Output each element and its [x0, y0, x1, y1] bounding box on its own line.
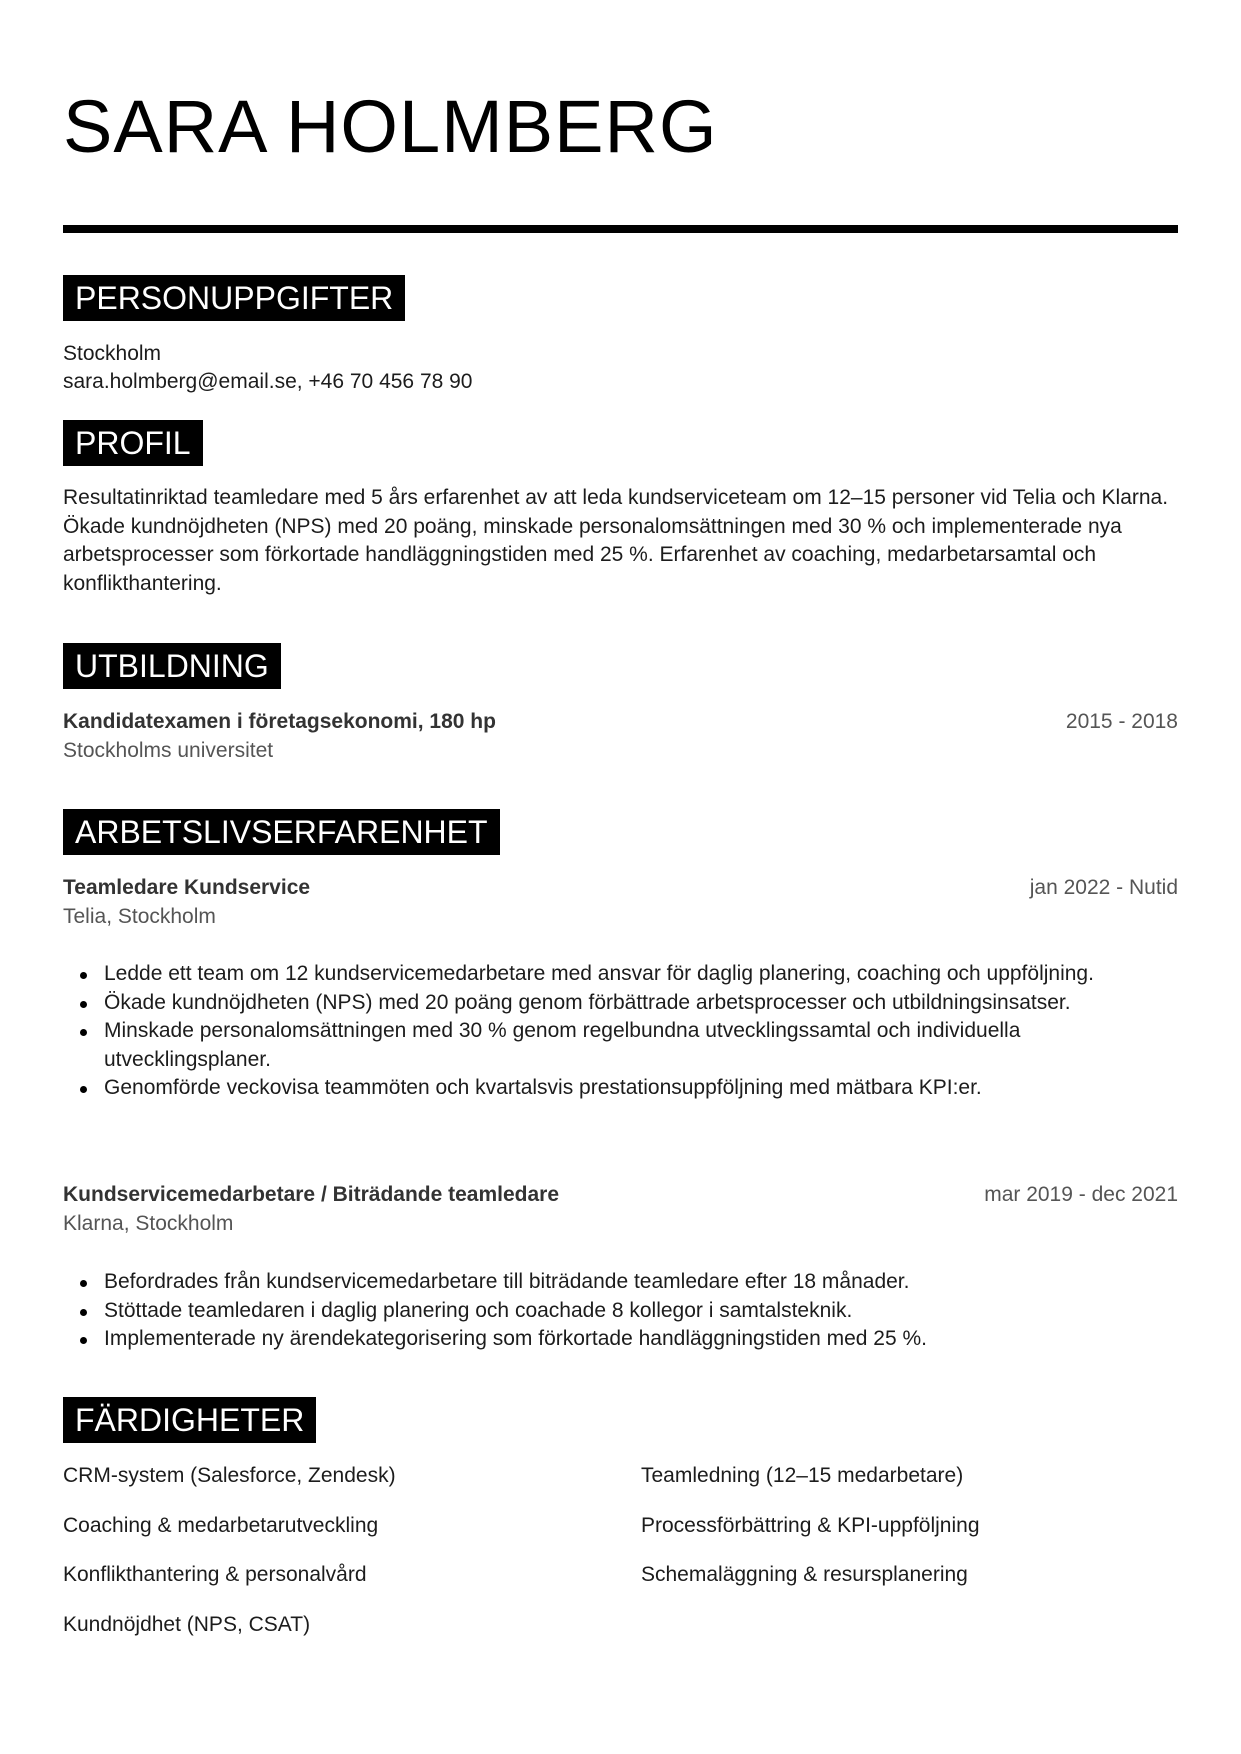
education-dates: 2015 - 2018: [1065, 710, 1178, 733]
personal-city: Stockholm: [63, 342, 162, 365]
candidate-name: SARA HOLMBERG: [63, 85, 718, 168]
job-company: Klarna, Stockholm: [63, 1212, 234, 1235]
job-title: Kundservicemedarbetare / Biträdande teamledare: [63, 1183, 560, 1206]
skill-item: Konflikthantering & personalvård: [63, 1563, 367, 1586]
list-item: Genomförde veckovisa teammöten och kvartalsvis prestationsuppföljning med mätbara KPI:er.: [104, 1074, 1144, 1103]
job-title: Teamledare Kundservice: [63, 876, 311, 899]
skill-item: Teamledning (12–15 medarbetare): [641, 1464, 964, 1487]
education-school: Stockholms universitet: [63, 739, 274, 762]
experience-heading: ARBETSLIVSERFARENHET: [63, 809, 500, 855]
job-dates: jan 2022 - Nutid: [1029, 876, 1178, 899]
job-bullets: [63, 1268, 1144, 1354]
job-company: Telia, Stockholm: [63, 905, 216, 928]
skill-item: CRM-system (Salesforce, Zendesk): [63, 1464, 396, 1487]
list-item: Minskade personalomsättningen med 30 % genom regelbundna utvecklingssamtal och individuella utvecklingsplaner.: [104, 1017, 1144, 1074]
list-item: Stöttade teamledaren i daglig planering och coachade 8 kollegor i samtalsteknik.: [104, 1297, 1144, 1326]
skill-item: Kundnöjdhet (NPS, CSAT): [63, 1613, 311, 1636]
list-item: Befordrades från kundservicemedarbetare till biträdande teamledare efter 18 månader.: [104, 1268, 1144, 1297]
profile-heading: PROFIL: [63, 420, 203, 466]
skill-item: Processförbättring & KPI-uppföljning: [641, 1514, 980, 1537]
education-heading: UTBILDNING: [63, 643, 281, 689]
education-degree: Kandidatexamen i företagsekonomi, 180 hp: [63, 710, 496, 733]
list-item: Ledde ett team om 12 kundservicemedarbetare med ansvar för daglig planering, coaching och uppföljning.: [104, 960, 1144, 989]
personal-contact: sara.holmberg@email.se, +46 70 456 78 90: [63, 370, 473, 393]
skill-item: Schemaläggning & resursplanering: [641, 1563, 968, 1586]
personal-heading: PERSONUPPGIFTER: [63, 275, 405, 321]
skills-heading: FÄRDIGHETER: [63, 1397, 316, 1443]
list-item: Ökade kundnöjdheten (NPS) med 20 poäng genom förbättrade arbetsprocesser och utbildningsinsatser.: [104, 989, 1144, 1018]
job-bullets: [63, 960, 1144, 1103]
skill-item: Coaching & medarbetarutveckling: [63, 1514, 379, 1537]
profile-text: Resultatinriktad teamledare med 5 års erfarenhet av att leda kundserviceteam om 12–15 personer vid Telia och Klarna. Ökade kundnöjdheten (NPS) med 20 poäng, minskade personalomsättningen med 30 % och implementerade nya arbetsprocesser som förkortade handläggningstiden med 25 %. Erfarenhet av coaching, medarbetarsamtal och konflikthantering.: [63, 486, 1169, 595]
header-divider: [63, 225, 1178, 233]
job-dates: mar 2019 - dec 2021: [984, 1183, 1178, 1206]
list-item: Implementerade ny ärendekategorisering som förkortade handläggningstiden med 25 %.: [104, 1325, 1144, 1354]
